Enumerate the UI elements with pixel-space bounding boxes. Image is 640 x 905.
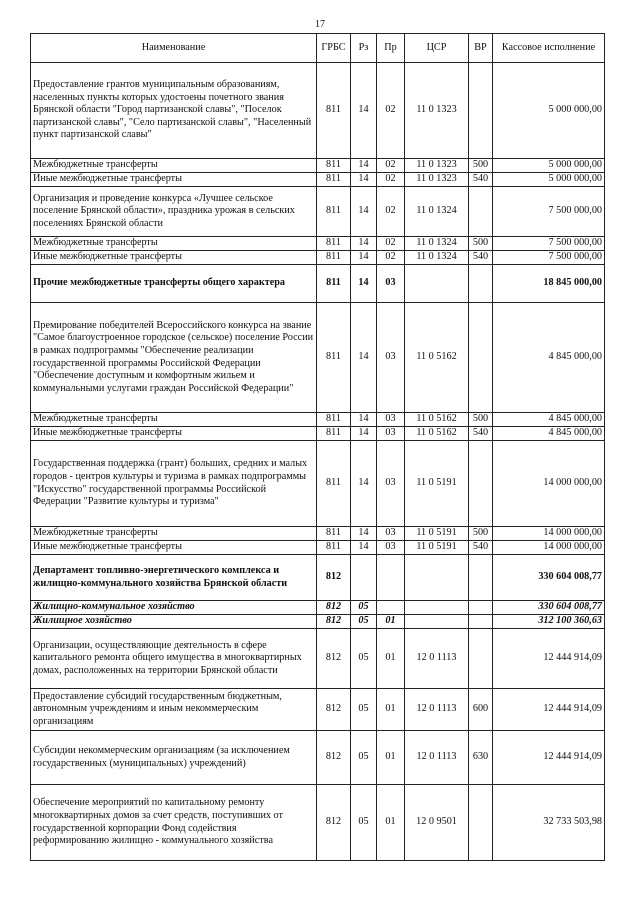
row-rz: 14 <box>351 541 377 555</box>
table-row <box>31 527 605 541</box>
table-row <box>31 601 605 615</box>
row-vr <box>469 629 493 689</box>
row-name: Департамент топливно-энергетического комплекса и жилищно-коммунального хозяйства Брянской области <box>31 555 317 601</box>
table-row <box>31 615 605 629</box>
table-row <box>31 187 605 237</box>
row-name: Жилищно-коммунальное хозяйство <box>31 601 317 615</box>
row-amount: 312 100 360,63 <box>493 615 605 629</box>
row-amount: 14 000 000,00 <box>493 441 605 527</box>
row-name: Иные межбюджетные трансферты <box>31 427 317 441</box>
row-pr: 03 <box>377 527 405 541</box>
row-amount: 12 444 914,09 <box>493 731 605 785</box>
row-amount: 4 845 000,00 <box>493 413 605 427</box>
table-row <box>31 265 605 303</box>
row-name: Премирование победителей Всероссийского конкурса на звание "Самое благоустроенное городское (сельское) поселение России в рамках подпрограммы "Обеспечение реализации государственной программы Российской Федерации "Обеспечение доступным и комфортным жильем и коммунальными услугами граждан Российской Федерации" <box>31 303 317 413</box>
row-vr <box>469 555 493 601</box>
row-pr: 03 <box>377 265 405 303</box>
row-rz: 05 <box>351 689 377 731</box>
row-csr: 12 0 1113 <box>405 731 469 785</box>
row-csr: 11 0 5191 <box>405 527 469 541</box>
row-csr: 11 0 1324 <box>405 187 469 237</box>
row-name: Прочие межбюджетные трансферты общего характера <box>31 265 317 303</box>
row-pr: 02 <box>377 237 405 251</box>
row-csr: 11 0 1324 <box>405 251 469 265</box>
row-vr <box>469 615 493 629</box>
row-vr <box>469 303 493 413</box>
row-rz: 05 <box>351 731 377 785</box>
row-name: Жилищное хозяйство <box>31 615 317 629</box>
header-pr: Пр <box>377 34 405 63</box>
row-rz: 14 <box>351 303 377 413</box>
row-amount: 7 500 000,00 <box>493 187 605 237</box>
row-grbs: 812 <box>317 629 351 689</box>
row-rz: 14 <box>351 251 377 265</box>
row-vr: 500 <box>469 413 493 427</box>
row-grbs: 811 <box>317 187 351 237</box>
row-grbs: 812 <box>317 785 351 861</box>
table-row <box>31 237 605 251</box>
row-vr <box>469 601 493 615</box>
row-rz: 05 <box>351 615 377 629</box>
row-rz: 14 <box>351 527 377 541</box>
table-header-row <box>31 34 605 63</box>
row-grbs: 811 <box>317 427 351 441</box>
row-amount: 14 000 000,00 <box>493 527 605 541</box>
row-vr <box>469 265 493 303</box>
row-grbs: 811 <box>317 413 351 427</box>
table-row <box>31 785 605 861</box>
row-name: Субсидии некоммерческим организациям (за исключением государственных (муниципальных) учреждений) <box>31 731 317 785</box>
row-grbs: 811 <box>317 159 351 173</box>
row-amount: 4 845 000,00 <box>493 427 605 441</box>
row-pr: 02 <box>377 187 405 237</box>
row-amount: 330 604 008,77 <box>493 601 605 615</box>
header-csr: ЦСР <box>405 34 469 63</box>
row-csr: 12 0 9501 <box>405 785 469 861</box>
row-amount: 5 000 000,00 <box>493 173 605 187</box>
header-vr: ВР <box>469 34 493 63</box>
row-rz: 14 <box>351 173 377 187</box>
row-grbs: 811 <box>317 265 351 303</box>
row-grbs: 812 <box>317 601 351 615</box>
row-amount: 7 500 000,00 <box>493 237 605 251</box>
row-name: Государственная поддержка (грант) больших, средних и малых городов - центров культуры и туризма в рамках подпрограммы "Искусство" государственной программы Российской Федерации "Развитие культуры и туризма" <box>31 441 317 527</box>
header-grbs: ГРБС <box>317 34 351 63</box>
row-vr: 540 <box>469 251 493 265</box>
row-pr: 02 <box>377 63 405 159</box>
row-grbs: 812 <box>317 615 351 629</box>
table-row <box>31 427 605 441</box>
row-rz: 14 <box>351 413 377 427</box>
row-rz: 14 <box>351 265 377 303</box>
row-pr <box>377 555 405 601</box>
row-pr: 01 <box>377 615 405 629</box>
row-vr <box>469 785 493 861</box>
row-grbs: 812 <box>317 555 351 601</box>
table-row <box>31 63 605 159</box>
row-csr: 12 0 1113 <box>405 629 469 689</box>
budget-execution-table <box>30 33 605 861</box>
row-rz <box>351 555 377 601</box>
table-row <box>31 173 605 187</box>
row-grbs: 811 <box>317 541 351 555</box>
row-rz: 14 <box>351 427 377 441</box>
row-name: Иные межбюджетные трансферты <box>31 251 317 265</box>
row-rz: 05 <box>351 601 377 615</box>
row-name: Межбюджетные трансферты <box>31 237 317 251</box>
row-vr: 500 <box>469 527 493 541</box>
row-vr <box>469 441 493 527</box>
table-row <box>31 413 605 427</box>
table-row <box>31 441 605 527</box>
row-amount: 7 500 000,00 <box>493 251 605 265</box>
row-csr <box>405 555 469 601</box>
row-amount: 330 604 008,77 <box>493 555 605 601</box>
row-pr: 03 <box>377 541 405 555</box>
row-grbs: 811 <box>317 237 351 251</box>
header-amount: Кассовое исполнение <box>493 34 605 63</box>
table-row <box>31 303 605 413</box>
row-rz: 14 <box>351 441 377 527</box>
page-number: 17 <box>315 19 325 30</box>
table-row <box>31 541 605 555</box>
row-amount: 5 000 000,00 <box>493 63 605 159</box>
table-row <box>31 731 605 785</box>
row-name: Межбюджетные трансферты <box>31 413 317 427</box>
row-amount: 18 845 000,00 <box>493 265 605 303</box>
row-pr: 03 <box>377 303 405 413</box>
row-amount: 12 444 914,09 <box>493 629 605 689</box>
header-name: Наименование <box>31 34 317 63</box>
row-pr: 01 <box>377 689 405 731</box>
row-rz: 14 <box>351 63 377 159</box>
row-name: Обеспечение мероприятий по капитальному ремонту многоквартирных домов за счет средств, поступивших от государственной корпорации Фонд содействия реформированию жилищно - коммунального хозяйства <box>31 785 317 861</box>
row-pr <box>377 601 405 615</box>
header-rz: Рз <box>351 34 377 63</box>
row-grbs: 811 <box>317 251 351 265</box>
row-csr: 11 0 5191 <box>405 441 469 527</box>
row-vr: 540 <box>469 173 493 187</box>
row-vr: 500 <box>469 237 493 251</box>
table-row <box>31 689 605 731</box>
table-row <box>31 629 605 689</box>
row-rz: 05 <box>351 785 377 861</box>
row-amount: 14 000 000,00 <box>493 541 605 555</box>
row-csr: 11 0 1323 <box>405 159 469 173</box>
row-grbs: 812 <box>317 731 351 785</box>
row-name: Организация и проведение конкурса «Лучшее сельское поселение Брянской области», праздника урожая в сельских поселениях Брянской области <box>31 187 317 237</box>
row-pr: 01 <box>377 785 405 861</box>
row-csr <box>405 601 469 615</box>
row-csr <box>405 265 469 303</box>
row-pr: 03 <box>377 427 405 441</box>
row-csr: 11 0 5162 <box>405 427 469 441</box>
row-pr: 03 <box>377 441 405 527</box>
row-grbs: 811 <box>317 527 351 541</box>
row-name: Предоставление грантов муниципальным образованиям, населенных пункты которых удостоены почетного звания Брянской области "Город партизанской славы", "Поселок партизанской славы", "Село партизанской славы", "Населенный пункт партизанской славы" <box>31 63 317 159</box>
row-vr <box>469 187 493 237</box>
row-name: Иные межбюджетные трансферты <box>31 173 317 187</box>
row-csr: 11 0 1324 <box>405 237 469 251</box>
row-vr: 630 <box>469 731 493 785</box>
row-pr: 02 <box>377 159 405 173</box>
row-grbs: 811 <box>317 173 351 187</box>
row-name: Межбюджетные трансферты <box>31 159 317 173</box>
row-rz: 14 <box>351 237 377 251</box>
table-row <box>31 159 605 173</box>
row-csr: 11 0 5162 <box>405 303 469 413</box>
row-rz: 05 <box>351 629 377 689</box>
row-vr <box>469 63 493 159</box>
row-name: Организации, осуществляющие деятельность в сфере капитального ремонта общего имущества в многоквартирных домах, расположенных на территории Брянской области <box>31 629 317 689</box>
row-amount: 4 845 000,00 <box>493 303 605 413</box>
row-csr: 11 0 1323 <box>405 173 469 187</box>
row-rz: 14 <box>351 187 377 237</box>
row-amount: 12 444 914,09 <box>493 689 605 731</box>
row-pr: 02 <box>377 173 405 187</box>
row-name: Межбюджетные трансферты <box>31 527 317 541</box>
row-pr: 03 <box>377 413 405 427</box>
row-grbs: 811 <box>317 303 351 413</box>
row-csr: 11 0 5191 <box>405 541 469 555</box>
row-name: Иные межбюджетные трансферты <box>31 541 317 555</box>
row-grbs: 811 <box>317 63 351 159</box>
row-pr: 02 <box>377 251 405 265</box>
row-csr: 12 0 1113 <box>405 689 469 731</box>
row-vr: 540 <box>469 541 493 555</box>
row-vr: 600 <box>469 689 493 731</box>
row-csr: 11 0 5162 <box>405 413 469 427</box>
row-amount: 32 733 503,98 <box>493 785 605 861</box>
row-vr: 500 <box>469 159 493 173</box>
table-row <box>31 251 605 265</box>
row-pr: 01 <box>377 629 405 689</box>
row-name: Предоставление субсидий государственным бюджетным, автономным учреждениям и иным некоммерческим организациям <box>31 689 317 731</box>
row-amount: 5 000 000,00 <box>493 159 605 173</box>
row-csr <box>405 615 469 629</box>
row-grbs: 812 <box>317 689 351 731</box>
row-rz: 14 <box>351 159 377 173</box>
table-row <box>31 555 605 601</box>
row-pr: 01 <box>377 731 405 785</box>
row-vr: 540 <box>469 427 493 441</box>
row-csr: 11 0 1323 <box>405 63 469 159</box>
row-grbs: 811 <box>317 441 351 527</box>
